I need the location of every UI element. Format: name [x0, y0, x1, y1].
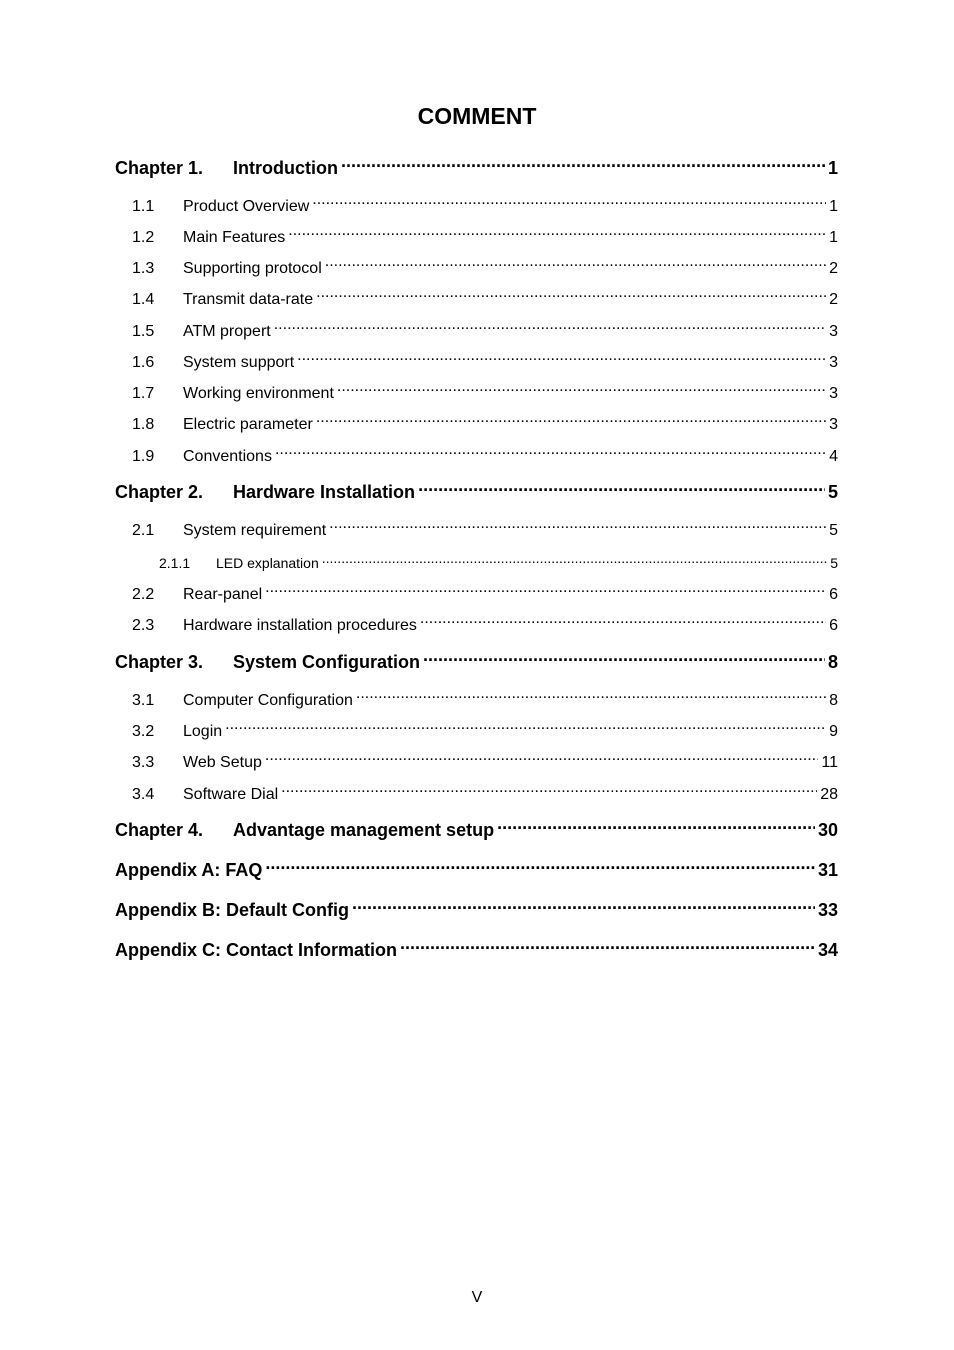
toc-entry-label: Transmit data-rate	[183, 291, 314, 308]
toc-entry-number: 2.2	[132, 586, 155, 603]
toc-entry-label: Appendix B: Default Config	[115, 900, 349, 920]
toc-entry-page: 4	[829, 448, 838, 465]
dot-leader	[265, 583, 826, 599]
toc-entry-page: 31	[817, 860, 838, 880]
toc-entry-number: Chapter 4.	[115, 820, 204, 840]
toc-entry-page: 8	[829, 692, 838, 709]
toc-entry-page: 1	[827, 158, 838, 178]
toc-entry-label: Hardware installation procedures	[183, 617, 417, 634]
toc-entry[interactable]	[115, 320, 838, 342]
page-title: COMMENT	[417, 103, 537, 129]
toc-entry-page: 3	[829, 323, 838, 340]
toc-entry-label: ATM propert	[183, 323, 271, 340]
toc-entry-page: 1	[829, 198, 838, 215]
toc-entry-label: Appendix C: Contact Information	[115, 940, 397, 960]
dot-leader	[265, 858, 815, 876]
dot-leader	[423, 650, 825, 668]
toc-entry[interactable]	[115, 382, 838, 404]
toc-entry-number: 1.6	[132, 354, 155, 371]
toc-entry[interactable]	[115, 519, 838, 541]
toc-entry-number: 1.1	[132, 198, 155, 215]
toc-entry-label: Supporting protocol	[183, 260, 322, 277]
toc-entry[interactable]	[115, 553, 838, 573]
toc-entry-page: 34	[817, 940, 838, 960]
toc-entry-number: 1.9	[132, 448, 155, 465]
toc-entry-page: 3	[829, 416, 838, 433]
toc-entry[interactable]	[115, 288, 838, 310]
toc-entry-number: 1.8	[132, 416, 155, 433]
toc-entry-number: 3.4	[132, 786, 155, 803]
toc-entry[interactable]	[115, 257, 838, 279]
dot-leader	[322, 554, 827, 568]
toc-entry[interactable]	[115, 689, 838, 711]
toc-entry-page: 6	[829, 617, 838, 634]
dot-leader	[356, 689, 826, 705]
dot-leader	[274, 320, 826, 336]
dot-leader	[337, 382, 826, 398]
toc-entry-page: 3	[829, 385, 838, 402]
toc-entry-page: 2	[829, 291, 838, 308]
toc-entry[interactable]	[115, 783, 838, 805]
toc-entry[interactable]	[115, 583, 838, 605]
dot-leader	[325, 257, 826, 273]
toc-entry-page: 30	[817, 820, 838, 840]
toc-entry-label: Introduction	[233, 158, 338, 178]
toc-entry[interactable]	[115, 817, 838, 843]
toc-entry[interactable]	[115, 413, 838, 435]
toc-entry-number: 1.4	[132, 291, 155, 308]
toc-entry-page: 5	[827, 482, 838, 502]
dot-leader	[312, 195, 826, 211]
toc-entry[interactable]	[115, 751, 838, 773]
toc-entry-page: 33	[817, 900, 838, 920]
dot-leader	[225, 720, 826, 736]
toc-entry-number: Chapter 2.	[115, 482, 204, 502]
dot-leader	[275, 445, 826, 461]
toc-entry[interactable]	[115, 937, 838, 963]
dot-leader	[265, 751, 819, 767]
toc-entry[interactable]	[115, 897, 838, 923]
toc-entry-number: Chapter 1.	[115, 158, 204, 178]
toc-entry-label: Rear-panel	[183, 586, 263, 603]
toc-entry-number: Chapter 3.	[115, 652, 204, 672]
toc-entry[interactable]	[115, 195, 838, 217]
dot-leader	[400, 938, 815, 956]
toc-entry-number: 1.2	[132, 229, 155, 246]
toc-entry-number: 1.3	[132, 260, 155, 277]
toc-entry-number: 1.7	[132, 385, 155, 402]
toc-entry-number: 3.1	[132, 692, 155, 709]
toc-entry-label: Appendix A: FAQ	[115, 860, 263, 880]
toc-entry[interactable]	[115, 445, 838, 467]
toc-entry[interactable]	[115, 857, 838, 883]
toc-entry-label: Computer Configuration	[183, 692, 353, 709]
toc-entry-label: Product Overview	[183, 198, 310, 215]
dot-leader	[316, 413, 826, 429]
dot-leader	[297, 351, 826, 367]
toc-entry-label: Main Features	[183, 229, 286, 246]
toc-entry-label: Web Setup	[183, 754, 262, 771]
toc-entry[interactable]	[115, 351, 838, 373]
toc-entry-label: System Configuration	[233, 652, 421, 672]
toc-entry-label: LED explanation	[216, 555, 319, 571]
toc-entry[interactable]	[115, 226, 838, 248]
toc-entry-page: 9	[829, 723, 838, 740]
toc-entry-label: System requirement	[183, 522, 327, 539]
toc-entry[interactable]	[115, 479, 838, 505]
toc-entry-page: 2	[829, 260, 838, 277]
toc-entry-page: 3	[829, 354, 838, 371]
dot-leader	[352, 898, 815, 916]
toc-entry-label: Electric parameter	[183, 416, 313, 433]
toc-entry-label: Working environment	[183, 385, 334, 402]
toc-entry-page: 1	[829, 229, 838, 246]
page-number-footer: V	[471, 1289, 483, 1306]
toc-entry-label: System support	[183, 354, 295, 371]
toc-entry-page: 8	[827, 652, 838, 672]
toc-entry-page: 5	[830, 555, 838, 571]
toc-entry-number: 2.1	[132, 522, 155, 539]
toc-entry[interactable]	[115, 649, 838, 675]
dot-leader	[418, 480, 825, 498]
dot-leader	[341, 156, 825, 174]
dot-leader	[329, 519, 826, 535]
toc-entry-page: 6	[829, 586, 838, 603]
toc-entry-label: Hardware Installation	[233, 482, 416, 502]
toc-entry-number: 2.1.1	[159, 555, 191, 571]
dot-leader	[420, 614, 826, 630]
dot-leader	[316, 288, 826, 304]
toc-entry[interactable]	[115, 155, 838, 181]
toc-entry-number: 3.2	[132, 723, 155, 740]
toc-entry-page: 28	[820, 786, 838, 803]
toc-entry[interactable]	[115, 720, 838, 742]
toc-entry[interactable]	[115, 614, 838, 636]
dot-leader	[288, 226, 826, 242]
toc-entry-label: Conventions	[183, 448, 272, 465]
toc-entry-number: 1.5	[132, 323, 155, 340]
dot-leader	[281, 783, 817, 799]
toc-entry-label: Login	[183, 723, 223, 740]
toc-entry-label: Advantage management setup	[233, 820, 495, 840]
toc-entry-page: 5	[829, 522, 838, 539]
toc-entry-label: Software Dial	[183, 786, 279, 803]
dot-leader	[497, 818, 815, 836]
toc-entry-number: 3.3	[132, 754, 155, 771]
toc-entry-page: 11	[821, 754, 838, 771]
toc-entry-number: 2.3	[132, 617, 155, 634]
